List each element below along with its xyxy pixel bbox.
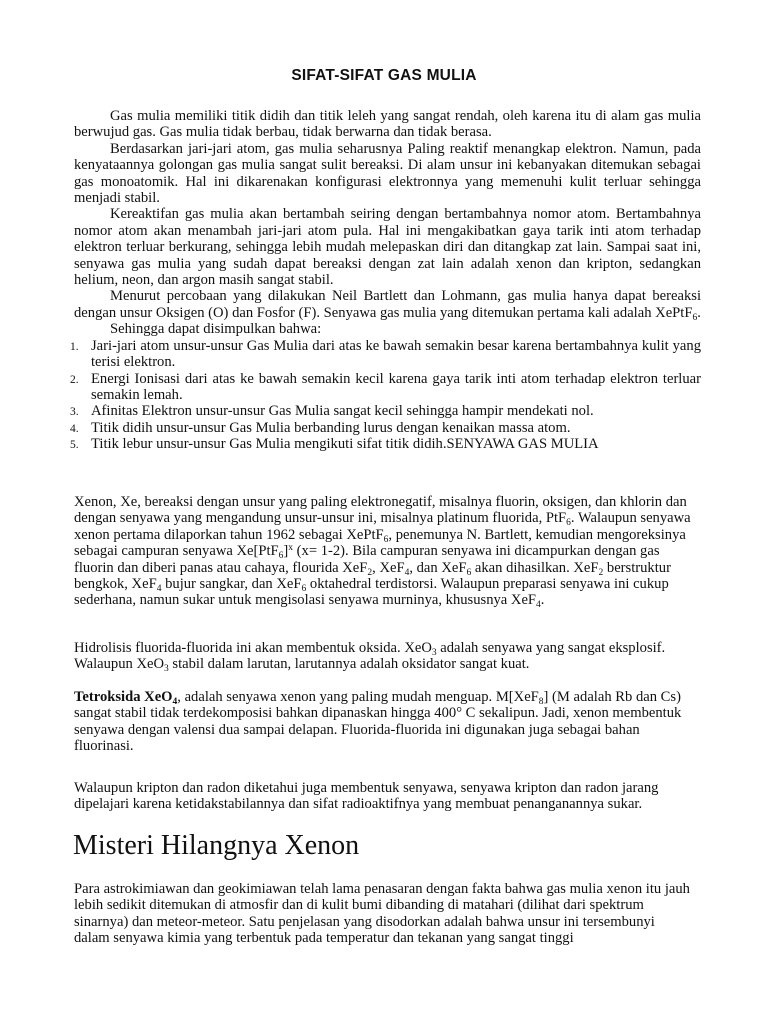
text-run: , adalah senyawa xenon yang paling mudah menguap. M[XeF (177, 689, 539, 705)
list-item (70, 403, 701, 420)
intro-section (70, 108, 701, 453)
subscript: 4 (536, 600, 541, 611)
subscript: 6 (566, 518, 571, 529)
text-run: , XeF (372, 559, 405, 576)
text-run: berstruktur bengkok, XeF (74, 559, 671, 593)
mystery-paragraph (74, 881, 694, 947)
text-run: , penemunya N. Bartlett, kemudian mengoreksinya sebagai campuran senyawa Xe[PtF (74, 526, 686, 560)
section-heading: Misteri Hilangnya Xenon (73, 830, 360, 861)
list-text: Afinitas Elektron unsur-unsur Gas Mulia sangat kecil sehingga hampir mendekati nol. (91, 403, 594, 420)
list-number: 2. (70, 373, 79, 386)
intro-paragraph-5: Sehingga dapat disimpulkan bahwa: (110, 321, 322, 338)
text-run: ] (283, 543, 289, 560)
subscript: 6 (466, 567, 472, 578)
text-run: Xenon, Xe, bereaksi dengan unsur yang paling elektronegatif, misalnya fluorin, oksigen, dan khlorin dan dengan senyawa yang mengandung unsur-unsur ini, misalnya platinum fluorida, PtF (74, 494, 687, 527)
list-text: Jari-jari atom unsur-unsur Gas Mulia dari atas ke bawah semakin besar karena bertambahnya kulit yang terisi elektron. (91, 337, 701, 371)
list-item (70, 370, 701, 404)
list-number: 3. (70, 406, 79, 419)
superscript: x (288, 543, 294, 554)
tetroxide-text (74, 689, 694, 755)
list-text: Titik didih unsur-unsur Gas Mulia berbanding lurus dengan kenaikan massa atom. (91, 419, 571, 436)
text-run: ] (M adalah Rb dan Cs) sangat stabil tidak terdekomposisi bahkan dipanaskan hingga 400° C sekalipun. Jadi, xenon membentuk senyawa dengan valensi dua sampai delapan. Fluorida-fluorida ini digunakan juga sebagai bahan fluorinasi. (74, 689, 682, 755)
mystery-text: Para astrokimiawan dan geokimiawan telah lama penasaran dengan fakta bahwa gas mulia xenon itu jauh lebih sedikit ditemukan di atmosfir dan di kulit bumi dibanding di matahari (dilihat dari spektrum sinarnya) dan meteor-meteor. Satu penjelasan yang disodorkan adalah bahwa unsur ini tersembunyi dalam senyawa kimia yang terbentuk pada temperatur dan tekanan yang sangat tinggi (74, 881, 690, 947)
subscript: 6 (383, 534, 389, 545)
text-run: (x= 1-2). Bila campuran senyawa ini dicampurkan dengan gas fluorin dan diberi panas atau cahaya, flourida XeF (74, 543, 660, 576)
krypton-paragraph (74, 780, 694, 813)
text-run: . (540, 592, 545, 609)
text-run: . Walaupun senyawa xenon pertama dilaporkan tahun 1962 sebagai XePtF (74, 510, 691, 543)
text-run: Hidrolisis fluorida-fluorida ini akan membentuk oksida. XeO (74, 640, 432, 656)
intro-paragraph-1: Gas mulia memiliki titik didih dan titik leleh yang sangat rendah, oleh karena itu di alam gas mulia berwujud gas. Gas mulia tidak berbau, tidak berwarna dan tidak berasa. (74, 108, 701, 141)
bold-term (74, 689, 177, 705)
text-run: , dan XeF (409, 559, 467, 576)
intro-p4-text: Menurut percobaan yang dilakukan Neil Bartlett dan Lohmann, gas mulia hanya dapat bereaksi dengan unsur Oksigen (O) dan Fosfor (F). Senyawa gas mulia yang ditemukan pertama kali adalah XePtF (74, 288, 701, 321)
hydrolysis-text (74, 640, 694, 673)
subscript: 2 (367, 567, 373, 578)
xenon-text (74, 494, 694, 609)
hydrolysis-paragraph (74, 640, 694, 673)
intro-paragraph-3: Kereaktifan gas mulia akan bertambah seiring dengan bertambahnya nomor atom. Bertambahnya nomor atom akan menambah jari-jari atom pula. Hal ini mengakibatkan gaya tarik inti atom terhadap elektron terluar berkurang, sehingga lebih mudah melepaskan diri dan ditangkap zat lain. Sampai saat ini, senyawa gas mulia yang sudah dapat bereaksi dengan zat lain adalah xenon dan kripton, sedangkan helium, neon, dan argon masih sangat stabil. (74, 206, 701, 289)
subscript: 3 (164, 664, 169, 675)
subscript: 6 (301, 584, 307, 595)
subscript: 4 (172, 697, 178, 707)
list-number: 5. (70, 439, 79, 452)
text-run: Tetroksida XeO (74, 689, 173, 705)
properties-list (70, 337, 701, 453)
list-number: 4. (70, 422, 79, 435)
subscript: 4 (404, 567, 410, 578)
list-text: Titik lebur unsur-unsur Gas Mulia mengikuti sifat titik didih.SENYAWA GAS MULIA (91, 436, 599, 453)
text-run: adalah senyawa yang sangat eksplosif. Walaupun XeO (74, 640, 666, 673)
intro-p4-sub: 6 (692, 312, 698, 323)
list-text: Energi Ionisasi dari atas ke bawah semakin kecil karena gaya tarik inti atom terhadap elektron terluar semakin lemah. (91, 370, 701, 403)
intro-paragraph-4 (74, 288, 701, 321)
text-run: akan dihasilkan. XeF (471, 559, 599, 576)
text-run: stabil dalam larutan, larutannya adalah oksidator sangat kuat. (168, 656, 530, 673)
subscript: 8 (538, 697, 544, 707)
text-run: oktahedral terdistorsi. Walaupun preparasi senyawa ini cukup sederhana, namun sukar untuk mengisolasi senyawa murninya, khususnya XeF (74, 576, 669, 609)
intro-p4-end: . (697, 304, 701, 321)
page-title: SIFAT-SIFAT GAS MULIA (291, 67, 477, 84)
list-item (70, 337, 701, 371)
list-item (70, 419, 701, 436)
subscript: 4 (156, 584, 162, 595)
text-run: bujur sangkar, dan XeF (161, 576, 302, 593)
tetroxide-paragraph (74, 689, 694, 755)
subscript: 6 (278, 551, 284, 562)
krypton-text: Walaupun kripton dan radon diketahui juga membentuk senyawa, senyawa kripton dan radon jarang dipelajari karena ketidakstabilannya dan sifat radioaktifnya yang membuat penanganannya sukar. (74, 780, 659, 813)
xenon-paragraph (74, 494, 694, 609)
intro-paragraph-2: Berdasarkan jari-jari atom, gas mulia seharusnya Paling reaktif menangkap elektron. Namun, pada kenyataannya golongan gas mulia sangat sulit bereaksi. Di alam unsur ini kebanyakan ditemukan sebagai gas monoatomik. Hal ini dikarenakan konfigurasi elektronnya yang memenuhi kulit terluar sehingga menjadi stabil. (74, 140, 701, 207)
subscript: 2 (598, 567, 604, 578)
subscript: 3 (431, 648, 437, 658)
list-item (70, 436, 701, 453)
list-number: 1. (70, 340, 79, 353)
